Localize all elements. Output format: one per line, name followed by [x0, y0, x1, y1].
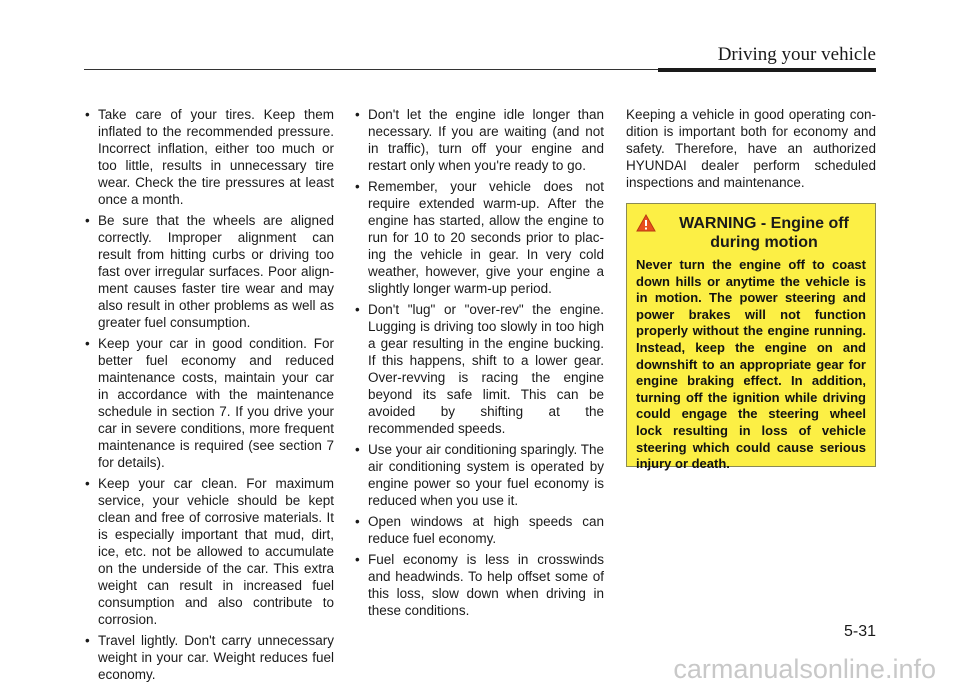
tips-list-1 [84, 106, 334, 683]
list-item [84, 212, 334, 331]
watermark: carmanualsonline.info [673, 654, 936, 684]
tips-list-2 [354, 106, 604, 619]
list-item-text: Take care of your tires. Keep them inflated to the recommended pressure. Incorrect inflation, either too much or too little, results in unnecessary tire wear. Check the tire pressures at least once a month. [98, 107, 334, 207]
list-item-text: Don't "lug" or "over-rev" the engine. Lugging is driving too slowly in too high a gear resulting in the engine bucking. If this happens, shift to a lower gear. Over-revving is racing the engine beyond its safe limit. This can be avoided by shifting at the recommended speeds. [368, 302, 604, 436]
bullet-icon: • [355, 514, 360, 529]
bullet-icon: • [355, 442, 360, 457]
list-item [84, 106, 334, 208]
section-title: Driving your vehicle [717, 44, 876, 65]
list-item [354, 551, 604, 619]
list-item-text: Open windows at high speeds can reduce fuel economy. [368, 514, 604, 546]
bullet-icon: • [85, 336, 90, 351]
bullet-icon: • [355, 552, 360, 567]
list-item [354, 441, 604, 509]
list-item-text: Fuel economy is less in crosswinds and headwinds. To help offset some of this loss, slow down when driving in these conditions. [368, 552, 604, 618]
warning-triangle-icon [636, 214, 656, 232]
list-item-text: Remember, your vehicle does not require extended warm-up. After the engine has started, allow the engine to run for 10 to 20 seconds prior to placing the vehicle in gear. In very cold weather, however, give your engine a slightly longer warm-up period. [368, 179, 604, 296]
bullet-icon: • [85, 107, 90, 122]
bullet-icon: • [355, 302, 360, 317]
column-2 [354, 106, 604, 623]
list-item-text: Keep your car in good condition. For better fuel economy and reduced maintenance costs, maintain your car in accordance with the maintenance schedule in section 7. If you drive your car in severe conditions, more frequent maintenance is required (see section 7 for details). [98, 336, 334, 470]
list-item-text: Use your air conditioning sparingly. The air conditioning system is operated by engine power so your fuel economy is reduced when you use it. [368, 442, 604, 508]
header-rule-accent [658, 68, 876, 72]
list-item-text: Be sure that the wheels are aligned correctly. Improper alignment can result from hitting curbs or driving too fast over irregular surfaces. Poor alignment causes faster tire wear and may also result in other problems as well as greater fuel consumption. [98, 213, 334, 330]
warning-title: WARNING - Engine off during motion [679, 215, 849, 251]
list-item-text: Travel lightly. Don't carry unnecessary weight in your car. Weight reduces fuel economy. [98, 633, 334, 682]
list-item [354, 513, 604, 547]
list-item [84, 632, 334, 683]
list-item [354, 178, 604, 297]
list-item [354, 106, 604, 174]
bullet-icon: • [85, 476, 90, 491]
bullet-icon: • [355, 107, 360, 122]
maintenance-paragraph: Keeping a vehicle in good operating condition is important both for economy and safety. Therefore, have an authorized HYUNDAI dealer perform scheduled inspections and maintenance. [626, 107, 876, 190]
warning-body: Never turn the engine off to coast down hills or anytime the vehicle is in motion. The power steering and power brakes will not function properly without the engine running. Instead, keep the engine on and downshift to an appropriate gear for engine braking effect. In addition, turning off the ignition while driving could engage the steering wheel lock resulting in loss of vehicle steering which could cause serious injury or death. [636, 257, 866, 472]
list-item [354, 301, 604, 437]
page-number: 5-31 [843, 623, 876, 640]
bullet-icon: • [355, 179, 360, 194]
warning-header [636, 214, 866, 252]
column-3 [626, 106, 876, 191]
warning-box [626, 203, 876, 472]
list-item-text: Don't let the engine idle longer than necessary. If you are waiting (and not in traffic), turn off your engine and restart only when you're ready to go. [368, 107, 604, 173]
bullet-icon: • [85, 213, 90, 228]
bullet-icon: • [85, 633, 90, 648]
column-1 [84, 106, 334, 687]
list-item-text: Keep your car clean. For maximum service, your vehicle should be kept clean and free of corrosive materials. It is especially important that mud, dirt, ice, etc. not be allowed to accumulate on the underside of the car. This extra weight can result in increased fuel consumption and also contribute to corrosion. [98, 476, 334, 627]
list-item [84, 475, 334, 628]
list-item [84, 335, 334, 471]
